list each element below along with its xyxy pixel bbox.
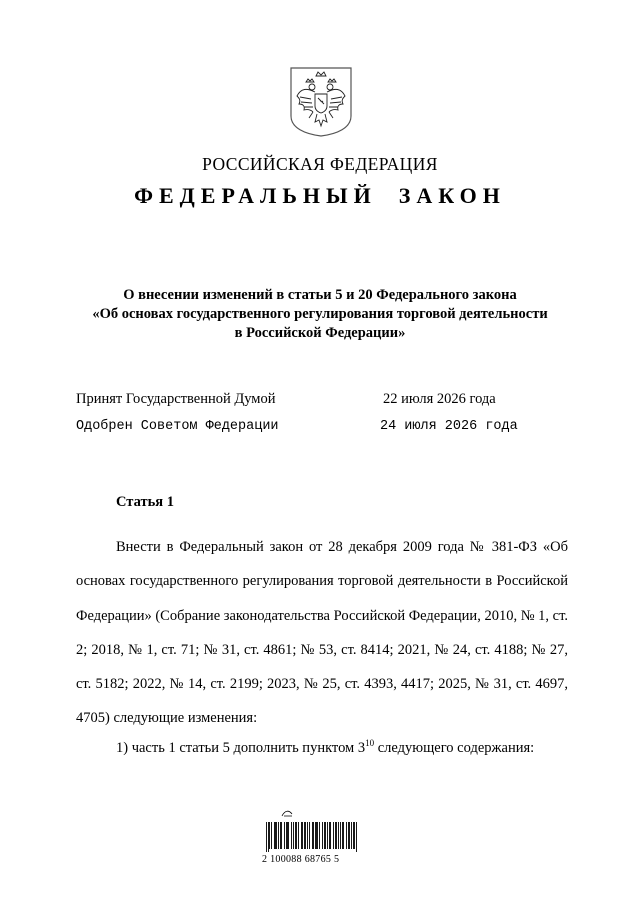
- barcode-bar: [348, 822, 349, 849]
- barcode-bar: [351, 822, 352, 849]
- barcode-bar: [269, 822, 270, 849]
- barcode-bar: [312, 822, 313, 849]
- barcode-bar: [293, 822, 294, 849]
- barcode-bar: [313, 822, 314, 849]
- document-type-word-1: ФЕДЕРАЛЬНЫЙ: [134, 183, 377, 208]
- barcode-bar: [325, 822, 326, 849]
- article-paragraph: Внести в Федеральный закон от 28 декабря 2009 года № 381-ФЗ «Об основах государственного регулирования торговой деятельности в Российской Федерации» (Собрание законодательства Российской Федерации, 2010, № 1, ст. 2; 2018, № 1, ст. 71; № 31, ст. 4861; № 53, ст. 8414; 2021, № 24, ст. 4188; № 27, ст. 5182; 2022, № 14, ст. 2199; 2023, № 25, ст. 4393, 4417; 2025, № 31, ст. 4697, 4705) следующие изменения:: [76, 539, 568, 727]
- barcode-mark-icon: [280, 808, 296, 818]
- barcode-bar: [266, 822, 267, 852]
- barcode-bar: [329, 822, 330, 849]
- barcode-bar: [301, 822, 302, 849]
- duma-adoption-label: Принят Государственной Думой: [76, 391, 276, 407]
- barcode-bar: [274, 822, 275, 849]
- barcode-number: 2 100088 68765 5: [262, 854, 340, 865]
- barcode-bar: [287, 822, 288, 849]
- coat-of-arms-icon: [289, 66, 353, 138]
- barcode-bar: [333, 822, 334, 849]
- barcode-bar: [307, 822, 308, 849]
- barcode-bar: [284, 822, 285, 849]
- barcode-bar: [298, 822, 299, 849]
- council-approval-label: Одобрен Советом Федерации: [76, 419, 279, 434]
- barcode-bar: [324, 822, 325, 849]
- barcode-bar: [296, 822, 297, 849]
- barcode-bar: [340, 822, 341, 849]
- barcode-bar: [304, 822, 305, 849]
- item-1-text-before: 1) часть 1 статьи 5 дополнить пунктом 3: [116, 740, 366, 756]
- barcode-bar: [335, 822, 336, 849]
- barcode-bar: [346, 822, 347, 849]
- barcode-bar: [336, 822, 337, 849]
- law-title-line-3: в Российской Федерации»: [234, 325, 406, 341]
- barcode-bar: [305, 822, 306, 849]
- barcode-bar: [315, 822, 316, 849]
- document-type: [0, 183, 640, 209]
- barcode-bar: [309, 822, 310, 849]
- barcode-bar: [338, 822, 339, 849]
- law-title: [60, 286, 580, 343]
- barcode-bar: [356, 822, 357, 852]
- barcode-bar: [278, 822, 279, 849]
- barcode-bar: [302, 822, 303, 849]
- barcode-bar: [319, 822, 320, 849]
- barcode-bar: [288, 822, 289, 849]
- barcode-bar: [268, 822, 269, 852]
- barcode-bar: [327, 822, 328, 849]
- duma-adoption-date: 22 июля 2026 года: [383, 391, 496, 407]
- barcode-bar: [280, 822, 281, 849]
- barcode-bar: [322, 822, 323, 849]
- barcode-bar: [276, 822, 277, 849]
- barcode-bar: [317, 822, 318, 849]
- barcode-bar: [291, 822, 292, 849]
- barcode-icon: [266, 822, 358, 852]
- law-title-line-2: «Об основах государственного регулирования торговой деятельности: [92, 306, 548, 322]
- document-type-word-2: ЗАКОН: [398, 183, 506, 208]
- barcode-bar: [271, 822, 272, 849]
- country-name: РОССИЙСКАЯ ФЕДЕРАЦИЯ: [202, 154, 438, 174]
- barcode-bar: [295, 822, 296, 849]
- article-heading: Статья 1: [116, 494, 174, 510]
- barcode-bar: [343, 822, 344, 849]
- barcode-bar: [354, 822, 355, 849]
- barcode-bar: [342, 822, 343, 849]
- item-1-superscript: 10: [365, 738, 375, 749]
- council-approval-date: 24 июля 2026 года: [380, 419, 518, 434]
- barcode-bar: [349, 822, 350, 849]
- item-1-text-after: следующего содержания:: [374, 740, 535, 756]
- barcode-bar: [316, 822, 317, 849]
- barcode-bar: [353, 822, 354, 849]
- barcode-bar: [330, 822, 331, 849]
- barcode-bar: [275, 822, 276, 849]
- article-item-1: [116, 740, 534, 757]
- barcode-bar: [281, 822, 282, 849]
- law-title-line-1: О внесении изменений в статьи 5 и 20 Федерального закона: [123, 287, 517, 303]
- article-body: [76, 530, 568, 736]
- barcode-bar: [286, 822, 287, 849]
